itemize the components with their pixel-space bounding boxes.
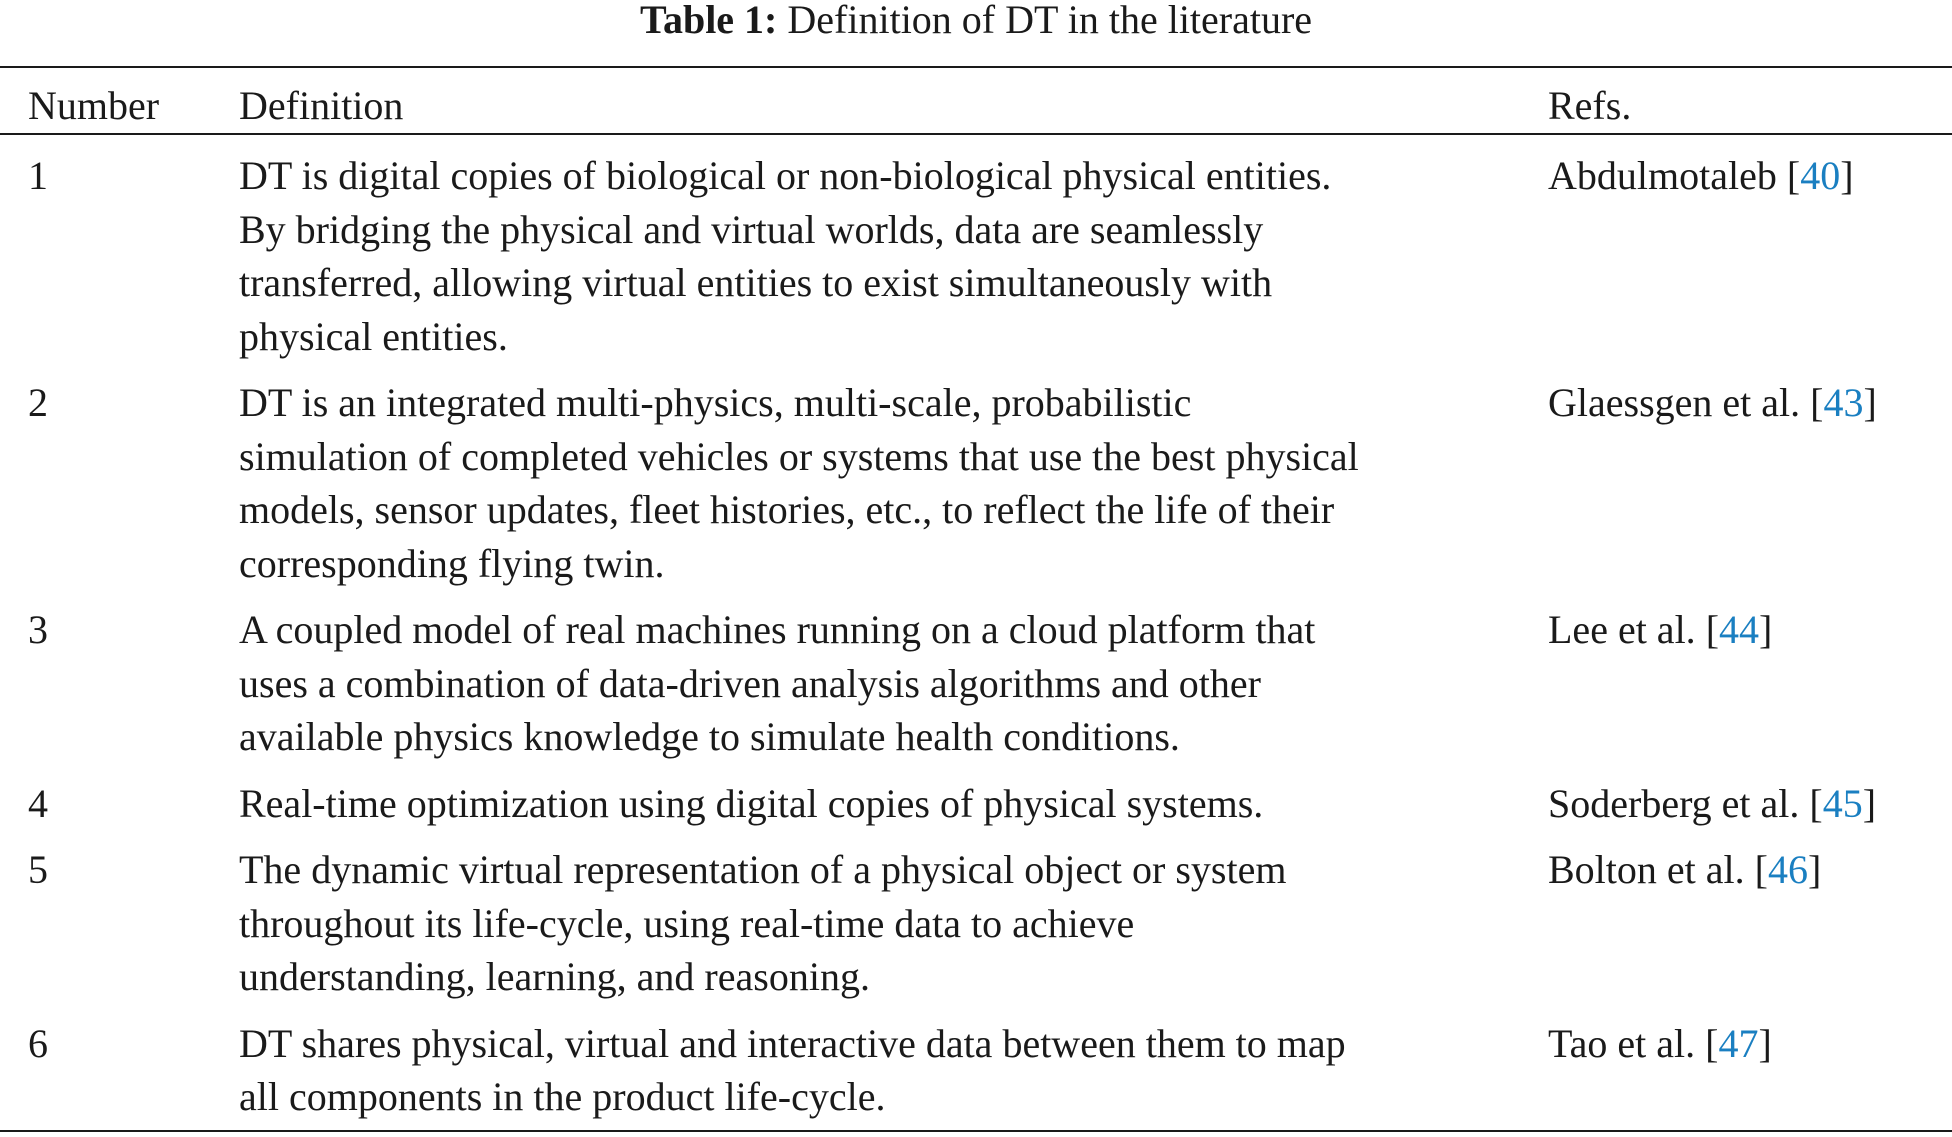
table-header-rule: [0, 133, 1952, 135]
table-row: [0, 603, 1952, 764]
row-number: 1: [28, 153, 48, 198]
ref-author: Abdulmotaleb: [1548, 153, 1777, 198]
row-definition: [239, 149, 1499, 363]
ref-author: Tao et al.: [1548, 1020, 1696, 1066]
citation-link[interactable]: 45: [1822, 780, 1863, 826]
row-reference: Abdulmotaleb [40]: [1548, 153, 1854, 198]
row-number: 6: [28, 1020, 48, 1066]
definition-line: DT is digital copies of biological or non-biological physical entities.: [239, 153, 1332, 198]
definition-line: understanding, learning, and reasoning.: [239, 954, 870, 999]
definition-line: throughout its life-cycle, using real-time data to achieve: [239, 900, 1135, 946]
row-definition: [239, 777, 1499, 831]
row-number: 5: [28, 847, 48, 892]
table-header-row: [0, 83, 1952, 129]
table-caption-label: Table 1:: [639, 0, 778, 42]
table-top-rule: [0, 66, 1952, 68]
citation-link[interactable]: 44: [1719, 607, 1760, 652]
definition-line: DT shares physical, virtual and interactive data between them to map: [239, 1020, 1346, 1066]
definition-line: By bridging the physical and virtual worlds, data are seamlessly: [239, 206, 1264, 252]
row-definition: [239, 603, 1499, 764]
table-row: [0, 149, 1952, 363]
ref-author: Glaessgen et al.: [1548, 380, 1801, 425]
ref-author: Lee et al.: [1548, 607, 1696, 652]
header-definition: Definition: [239, 83, 404, 128]
table-caption: [0, 0, 1952, 40]
definition-line: available physics knowledge to simulate health conditions.: [239, 714, 1180, 759]
row-number: 3: [28, 607, 48, 652]
citation-link[interactable]: 46: [1767, 847, 1808, 892]
table-row: [0, 777, 1952, 831]
row-definition: [239, 376, 1499, 590]
row-definition: [239, 1017, 1499, 1124]
definition-line: simulation of completed vehicles or systems that use the best physical: [239, 433, 1359, 479]
definition-line: uses a combination of data-driven analysis algorithms and other: [239, 660, 1261, 706]
definition-line: models, sensor updates, fleet histories, etc., to reflect the life of their: [239, 487, 1335, 532]
ref-author: Soderberg et al.: [1548, 780, 1800, 826]
ref-author: Bolton et al.: [1548, 847, 1745, 892]
definition-line: Real-time optimization using digital copies of physical systems.: [239, 780, 1264, 826]
citation-link[interactable]: 43: [1823, 380, 1864, 425]
row-reference: Bolton et al. [46]: [1548, 847, 1822, 892]
row-number: 4: [28, 780, 48, 826]
definition-line: A coupled model of real machines running on a cloud platform that: [239, 607, 1316, 652]
row-reference: Soderberg et al. [45]: [1548, 780, 1877, 826]
row-reference: Lee et al. [44]: [1548, 607, 1773, 652]
definition-line: all components in the product life-cycle.: [239, 1074, 886, 1119]
header-number: Number: [28, 83, 160, 128]
definition-line: physical entities.: [239, 313, 508, 359]
table-body: [0, 149, 1952, 1137]
definition-line: transferred, allowing virtual entities to exist simultaneously with: [239, 260, 1273, 305]
definition-line: DT is an integrated multi-physics, multi-scale, probabilistic: [239, 380, 1192, 425]
citation-link[interactable]: 40: [1800, 153, 1841, 198]
row-reference: Glaessgen et al. [43]: [1548, 380, 1877, 425]
row-number: 2: [28, 380, 48, 425]
table-row: [0, 376, 1952, 590]
table-bottom-rule: [0, 1130, 1952, 1132]
table-row: [0, 1017, 1952, 1124]
table-caption-text: Definition of DT in the literature: [787, 0, 1313, 42]
row-reference: Tao et al. [47]: [1548, 1020, 1772, 1066]
definition-line: corresponding flying twin.: [239, 540, 665, 586]
row-definition: [239, 843, 1499, 1004]
definition-line: The dynamic virtual representation of a physical object or system: [239, 847, 1287, 892]
table-row: [0, 843, 1952, 1004]
citation-link[interactable]: 47: [1718, 1020, 1759, 1066]
header-refs: Refs.: [1548, 83, 1632, 128]
